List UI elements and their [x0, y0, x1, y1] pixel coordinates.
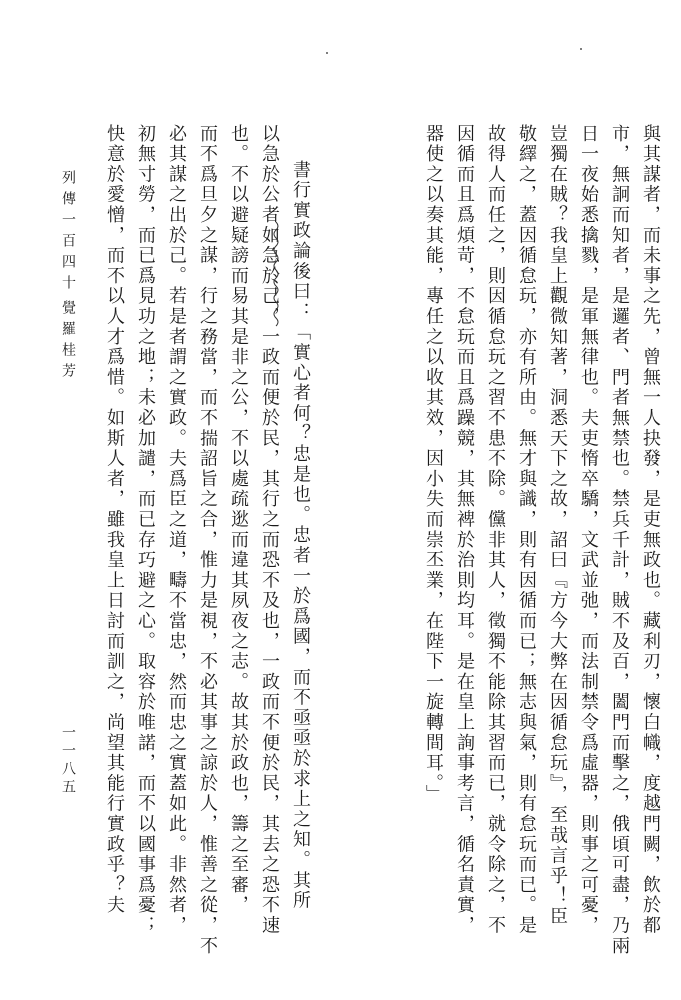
- running-header-author: 覺羅桂芳: [60, 300, 76, 384]
- book-title-wavy-underline: [271, 222, 281, 328]
- text-column-10: 以急於公者如急於己，一政而便於民，其行之而恐不及也，一政而不便於民，其去之恐不速: [259, 124, 280, 936]
- running-header-title: 列傳一百四十: [60, 170, 76, 296]
- text-column-2: 市，無詗而知者，是邏者、門者無禁也。禁兵千計，賊不及百，闔門而擊之，俄頃可盡，乃兩: [609, 124, 630, 957]
- text-column-15: 快意於愛憎，而不以人才爲惜。如斯人者，雖我皇上日討而訓之，尚望其能行實政乎？夫: [104, 124, 125, 916]
- text-column-4: 豈獨在賊？我皇上觀微知著，洞悉天下之故，詔曰『方今大弊在因循怠玩』，至哉言乎！臣: [547, 124, 568, 927]
- text-column-13: 必其謀之出於己。若是者謂之實政。夫爲臣之道，疇不當忠，然而忠之實蓋如此。非然者，: [166, 124, 187, 936]
- text-column-11: 也。不以避疑謗而易其是非之公，不以處疏逖而違其夙夜之志。故其於政也，籌之至審，: [228, 124, 249, 916]
- text-column-14: 初無寸勞，而已爲見功之地；未必加譴，而已存巧避之心。取容於唯諾，而不以國事爲憂；: [135, 124, 156, 936]
- print-speck: [326, 52, 328, 54]
- text-column-6: 故得人而任之，則因循怠玩之習不患不除。儻非其人，徵獨不能除其習而已，就令除之，不: [485, 124, 506, 936]
- text-column-1: 與其謀者，而未事之先，曾無一人抉發，是吏無政也。藏利刃，懷白幟，度越門闕，飲於都: [640, 124, 661, 936]
- text-column-7: 因循而且爲煩苛，不怠玩而且爲躁競，其無裨於治則均耳。是在皇上詢事考言，循名責實，: [454, 124, 475, 936]
- text-column-12: 而不爲旦夕之謀，行之務當，而不揣詔旨之合，惟力是視，不必其事之諒於人，惟善之從，不: [197, 124, 218, 957]
- text-column-5: 敬繹之，蓋因循怠玩，亦有所由。無才與識，則有因循而已；無志與氣，則有怠玩而已。是: [516, 124, 537, 936]
- text-column-9: 書行實政論後曰：「實心者何？忠是也。忠者一於爲國，而不亟亟於求上之知。其所: [290, 160, 311, 912]
- page-number: 一一八五: [60, 725, 76, 797]
- print-speck: [580, 48, 582, 50]
- text-column-3: 日一夜始悉擒戮，是軍無律也。夫吏惰卒驕，文武並弛，而法制禁令爲虛器，則事之可憂，: [578, 124, 599, 936]
- text-column-8: 器使之以奏其能，專任之以收其效，因小失而崇丕業，在陛下一旋轉間耳。」: [423, 124, 444, 806]
